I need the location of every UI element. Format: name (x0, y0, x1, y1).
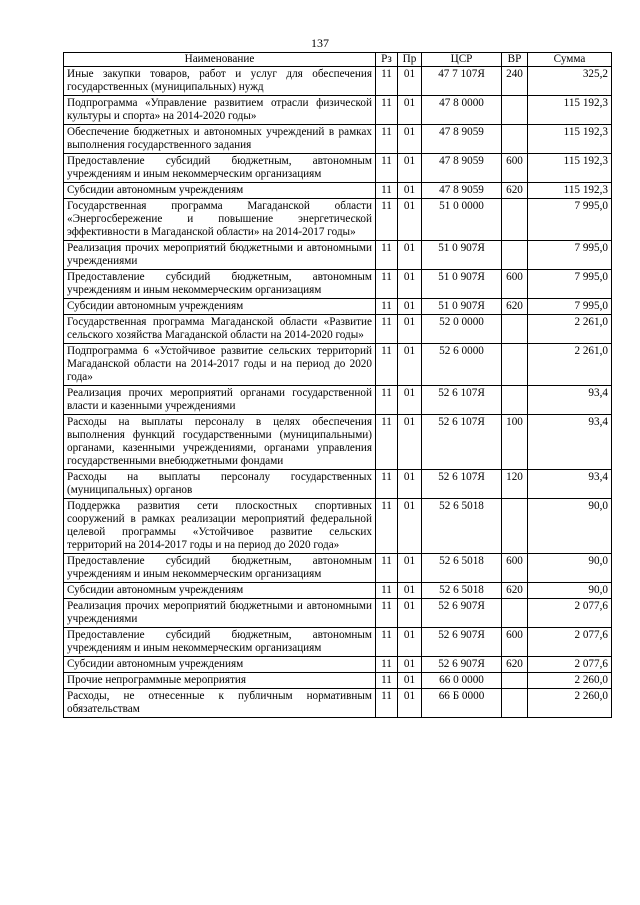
cell-name: Субсидии автономным учреждениям (64, 657, 376, 673)
table-row (64, 599, 612, 628)
cell-vr: 100 (502, 415, 528, 470)
header-sum: Сумма (528, 53, 612, 67)
table-row (64, 386, 612, 415)
cell-vr: 600 (502, 270, 528, 299)
cell-rz: 11 (376, 241, 398, 270)
cell-rz: 11 (376, 270, 398, 299)
cell-vr (502, 199, 528, 241)
cell-vr: 600 (502, 628, 528, 657)
cell-sum: 2 077,6 (528, 599, 612, 628)
cell-name: Поддержка развития сети плоскостных спортивных сооружений в рамках реализации мероприятий федеральной целевой программы «Устойчивое развитие сельских территорий на 2014-2017 годы и на период до 2020 года» (64, 499, 376, 554)
cell-vr (502, 344, 528, 386)
cell-name: Прочие непрограммные мероприятия (64, 673, 376, 689)
cell-rz: 11 (376, 689, 398, 718)
table-row (64, 628, 612, 657)
cell-vr (502, 499, 528, 554)
cell-vr (502, 599, 528, 628)
cell-rz: 11 (376, 67, 398, 96)
cell-sum: 2 260,0 (528, 689, 612, 718)
table-row (64, 673, 612, 689)
cell-sum: 115 192,3 (528, 183, 612, 199)
table-row (64, 499, 612, 554)
cell-csr: 52 0 0000 (422, 315, 502, 344)
cell-sum: 115 192,3 (528, 96, 612, 125)
cell-pr: 01 (398, 415, 422, 470)
cell-rz: 11 (376, 199, 398, 241)
cell-sum: 2 077,6 (528, 628, 612, 657)
cell-pr: 01 (398, 583, 422, 599)
cell-sum: 115 192,3 (528, 125, 612, 154)
cell-rz: 11 (376, 386, 398, 415)
cell-name: Обеспечение бюджетных и автономных учреждений в рамках выполнения государственного задания (64, 125, 376, 154)
cell-sum: 7 995,0 (528, 299, 612, 315)
cell-rz: 11 (376, 154, 398, 183)
cell-pr: 01 (398, 657, 422, 673)
cell-sum: 2 261,0 (528, 344, 612, 386)
table-row (64, 299, 612, 315)
cell-name: Подпрограмма 6 «Устойчивое развитие сельских территорий Магаданской области на 2014-2017 годы и на период до 2020 года» (64, 344, 376, 386)
cell-name: Субсидии автономным учреждениям (64, 583, 376, 599)
cell-rz: 11 (376, 628, 398, 657)
cell-sum: 115 192,3 (528, 154, 612, 183)
cell-csr: 52 6 907Я (422, 599, 502, 628)
cell-rz: 11 (376, 583, 398, 599)
table-row (64, 344, 612, 386)
cell-pr: 01 (398, 241, 422, 270)
cell-csr: 52 6 107Я (422, 470, 502, 499)
table-row (64, 315, 612, 344)
cell-vr: 620 (502, 583, 528, 599)
cell-vr (502, 386, 528, 415)
cell-name: Предоставление субсидий бюджетным, автономным учреждениям и иным некоммерческим организациям (64, 554, 376, 583)
cell-pr: 01 (398, 315, 422, 344)
page-number: 137 (311, 36, 329, 50)
cell-name: Реализация прочих мероприятий бюджетными и автономными учреждениями (64, 241, 376, 270)
table-row (64, 415, 612, 470)
table-row (64, 183, 612, 199)
cell-name: Предоставление субсидий бюджетным, автономным учреждениям и иным некоммерческим организациям (64, 628, 376, 657)
cell-pr: 01 (398, 599, 422, 628)
cell-name: Подпрограмма «Управление развитием отрасли физической культуры и спорта» на 2014-2020 годы» (64, 96, 376, 125)
header-name: Наименование (64, 53, 376, 67)
cell-pr: 01 (398, 470, 422, 499)
header-rz: Рз (376, 53, 398, 67)
table-row (64, 154, 612, 183)
cell-csr: 52 6 5018 (422, 554, 502, 583)
table-row (64, 554, 612, 583)
cell-csr: 47 8 9059 (422, 125, 502, 154)
cell-name: Государственная программа Магаданской области «Развитие сельского хозяйства Магаданской области на 2014-2020 годы» (64, 315, 376, 344)
header-csr: ЦСР (422, 53, 502, 67)
cell-csr: 51 0 0000 (422, 199, 502, 241)
cell-csr: 66 Б 0000 (422, 689, 502, 718)
cell-name: Реализация прочих мероприятий бюджетными и автономными учреждениями (64, 599, 376, 628)
cell-rz: 11 (376, 554, 398, 583)
table-row (64, 96, 612, 125)
cell-pr: 01 (398, 628, 422, 657)
cell-name: Иные закупки товаров, работ и услуг для обеспечения государственных (муниципальных) нужд (64, 67, 376, 96)
cell-pr: 01 (398, 344, 422, 386)
cell-rz: 11 (376, 470, 398, 499)
table-row (64, 199, 612, 241)
cell-vr: 600 (502, 154, 528, 183)
cell-pr: 01 (398, 183, 422, 199)
cell-rz: 11 (376, 673, 398, 689)
cell-rz: 11 (376, 315, 398, 344)
cell-vr (502, 689, 528, 718)
cell-rz: 11 (376, 599, 398, 628)
cell-vr: 600 (502, 554, 528, 583)
cell-csr: 66 0 0000 (422, 673, 502, 689)
cell-vr (502, 315, 528, 344)
cell-rz: 11 (376, 657, 398, 673)
cell-rz: 11 (376, 125, 398, 154)
cell-pr: 01 (398, 386, 422, 415)
cell-csr: 47 8 0000 (422, 96, 502, 125)
budget-table (63, 52, 612, 718)
cell-name: Субсидии автономным учреждениям (64, 299, 376, 315)
cell-rz: 11 (376, 344, 398, 386)
cell-vr: 120 (502, 470, 528, 499)
cell-name: Расходы на выплаты персоналу государственных (муниципальных) органов (64, 470, 376, 499)
cell-sum: 7 995,0 (528, 270, 612, 299)
table-body (64, 67, 612, 718)
cell-csr: 51 0 907Я (422, 299, 502, 315)
cell-sum: 2 077,6 (528, 657, 612, 673)
cell-name: Предоставление субсидий бюджетным, автономным учреждениям и иным некоммерческим организациям (64, 270, 376, 299)
cell-rz: 11 (376, 415, 398, 470)
cell-pr: 01 (398, 499, 422, 554)
cell-pr: 01 (398, 96, 422, 125)
cell-sum: 90,0 (528, 583, 612, 599)
cell-rz: 11 (376, 299, 398, 315)
cell-csr: 52 6 5018 (422, 583, 502, 599)
cell-pr: 01 (398, 673, 422, 689)
cell-csr: 52 6 907Я (422, 628, 502, 657)
cell-csr: 47 8 9059 (422, 154, 502, 183)
table-row (64, 689, 612, 718)
table-row (64, 270, 612, 299)
header-pr: Пр (398, 53, 422, 67)
cell-sum: 7 995,0 (528, 199, 612, 241)
cell-vr (502, 96, 528, 125)
cell-pr: 01 (398, 67, 422, 96)
cell-sum: 93,4 (528, 415, 612, 470)
cell-sum: 93,4 (528, 470, 612, 499)
table-row (64, 67, 612, 96)
cell-rz: 11 (376, 499, 398, 554)
cell-rz: 11 (376, 183, 398, 199)
cell-sum: 7 995,0 (528, 241, 612, 270)
cell-csr: 52 6 107Я (422, 386, 502, 415)
cell-sum: 90,0 (528, 554, 612, 583)
cell-pr: 01 (398, 199, 422, 241)
cell-name: Расходы, не отнесенные к публичным нормативным обязательствам (64, 689, 376, 718)
cell-vr: 620 (502, 299, 528, 315)
cell-pr: 01 (398, 154, 422, 183)
cell-sum: 93,4 (528, 386, 612, 415)
cell-csr: 52 6 107Я (422, 415, 502, 470)
cell-pr: 01 (398, 554, 422, 583)
cell-pr: 01 (398, 270, 422, 299)
header-vr: ВР (502, 53, 528, 67)
cell-vr: 620 (502, 183, 528, 199)
cell-sum: 325,2 (528, 67, 612, 96)
table-row (64, 657, 612, 673)
cell-pr: 01 (398, 125, 422, 154)
table-row (64, 241, 612, 270)
cell-vr: 620 (502, 657, 528, 673)
cell-csr: 52 6 907Я (422, 657, 502, 673)
cell-name: Субсидии автономным учреждениям (64, 183, 376, 199)
cell-name: Предоставление субсидий бюджетным, автономным учреждениям и иным некоммерческим организациям (64, 154, 376, 183)
cell-csr: 52 6 0000 (422, 344, 502, 386)
table-row (64, 125, 612, 154)
cell-csr: 52 6 5018 (422, 499, 502, 554)
cell-name: Реализация прочих мероприятий органами государственной власти и казенными учреждениями (64, 386, 376, 415)
cell-csr: 51 0 907Я (422, 270, 502, 299)
cell-csr: 47 7 107Я (422, 67, 502, 96)
cell-vr (502, 125, 528, 154)
cell-csr: 51 0 907Я (422, 241, 502, 270)
cell-csr: 47 8 9059 (422, 183, 502, 199)
cell-vr (502, 241, 528, 270)
cell-sum: 2 260,0 (528, 673, 612, 689)
cell-pr: 01 (398, 299, 422, 315)
cell-pr: 01 (398, 689, 422, 718)
header-row (64, 53, 612, 67)
cell-sum: 2 261,0 (528, 315, 612, 344)
table-row (64, 583, 612, 599)
cell-rz: 11 (376, 96, 398, 125)
cell-sum: 90,0 (528, 499, 612, 554)
cell-name: Государственная программа Магаданской области «Энергосбережение и повышение энергетической эффективности в Магаданской области» на 2014-2017 годы» (64, 199, 376, 241)
cell-name: Расходы на выплаты персоналу в целях обеспечения выполнения функций государственными (муниципальными) органами, казенными учреждениями, органами управления государственными внебюджетными фондами (64, 415, 376, 470)
cell-vr: 240 (502, 67, 528, 96)
cell-vr (502, 673, 528, 689)
table-row (64, 470, 612, 499)
